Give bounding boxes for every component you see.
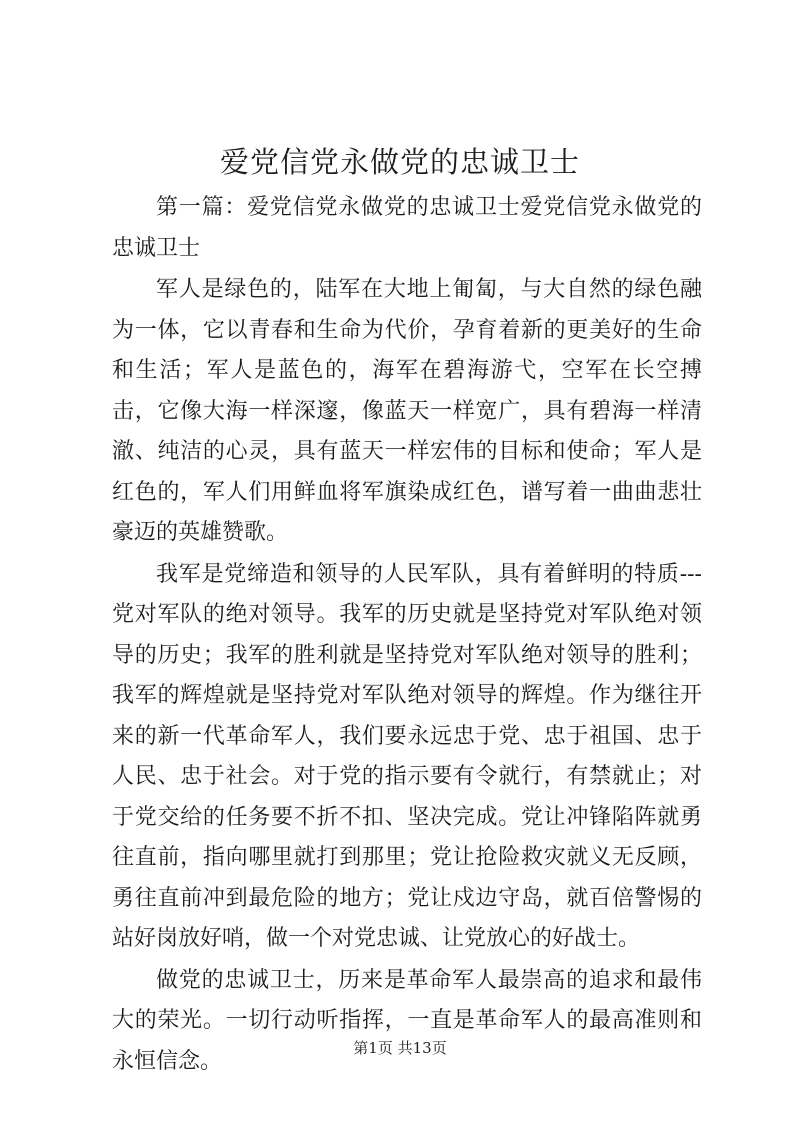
page-number-footer: 第1页 共13页 (353, 1039, 447, 1057)
paragraph: 我军是党缔造和领导的人民军队，具有着鲜明的特质---党对军队的绝对领导。我军的历史就是坚持党对军队绝对领导的历史；我军的胜利就是坚持党对军队绝对领导的胜利；我军的辉煌就是坚持党对军队绝对领导的辉煌。作为继往开来的新一代革命军人，我们要永远忠于党、忠于祖国、忠于人民、忠于社会。对于党的指示要有令就行，有禁就止；对于党交给的任务要不折不扣、坚决完成。党让冲锋陷阵就勇往直前，指向哪里就打到那里；党让抢险救灾就义无反顾，勇往直前冲到最危险的地方；党让戍边守岛，就百倍警惕的站好岗放好哨，做一个对党忠诚、让党放心的好战士。 (112, 561, 702, 951)
document-body (112, 188, 702, 1082)
document-title: 爱党信党永做党的忠诚卫士 (219, 145, 580, 179)
paragraph-heading: 第一篇：爱党信党永做党的忠诚卫士爱党信党永做党的忠诚卫士 (112, 195, 702, 261)
paragraph: 军人是绿色的，陆军在大地上匍匐，与大自然的绿色融为一体，它以青春和生命为代价，孕育着新的更美好的生命和生活；军人是蓝色的，海军在碧海游弋，空军在长空搏击，它像大海一样深邃，像蓝天一样宽广，具有碧海一样清澈、纯洁的心灵，具有蓝天一样宏伟的目标和使命；军人是红色的，军人们用鲜血将军旗染成红色，谱写着一曲曲悲壮豪迈的英雄赞歌。 (112, 277, 702, 545)
paragraph: 做党的忠诚卫士，历来是革命军人最崇高的追求和最伟大的荣光。一切行动听指挥，一直是革命军人的最高准则和永恒信念。 (112, 967, 702, 1074)
